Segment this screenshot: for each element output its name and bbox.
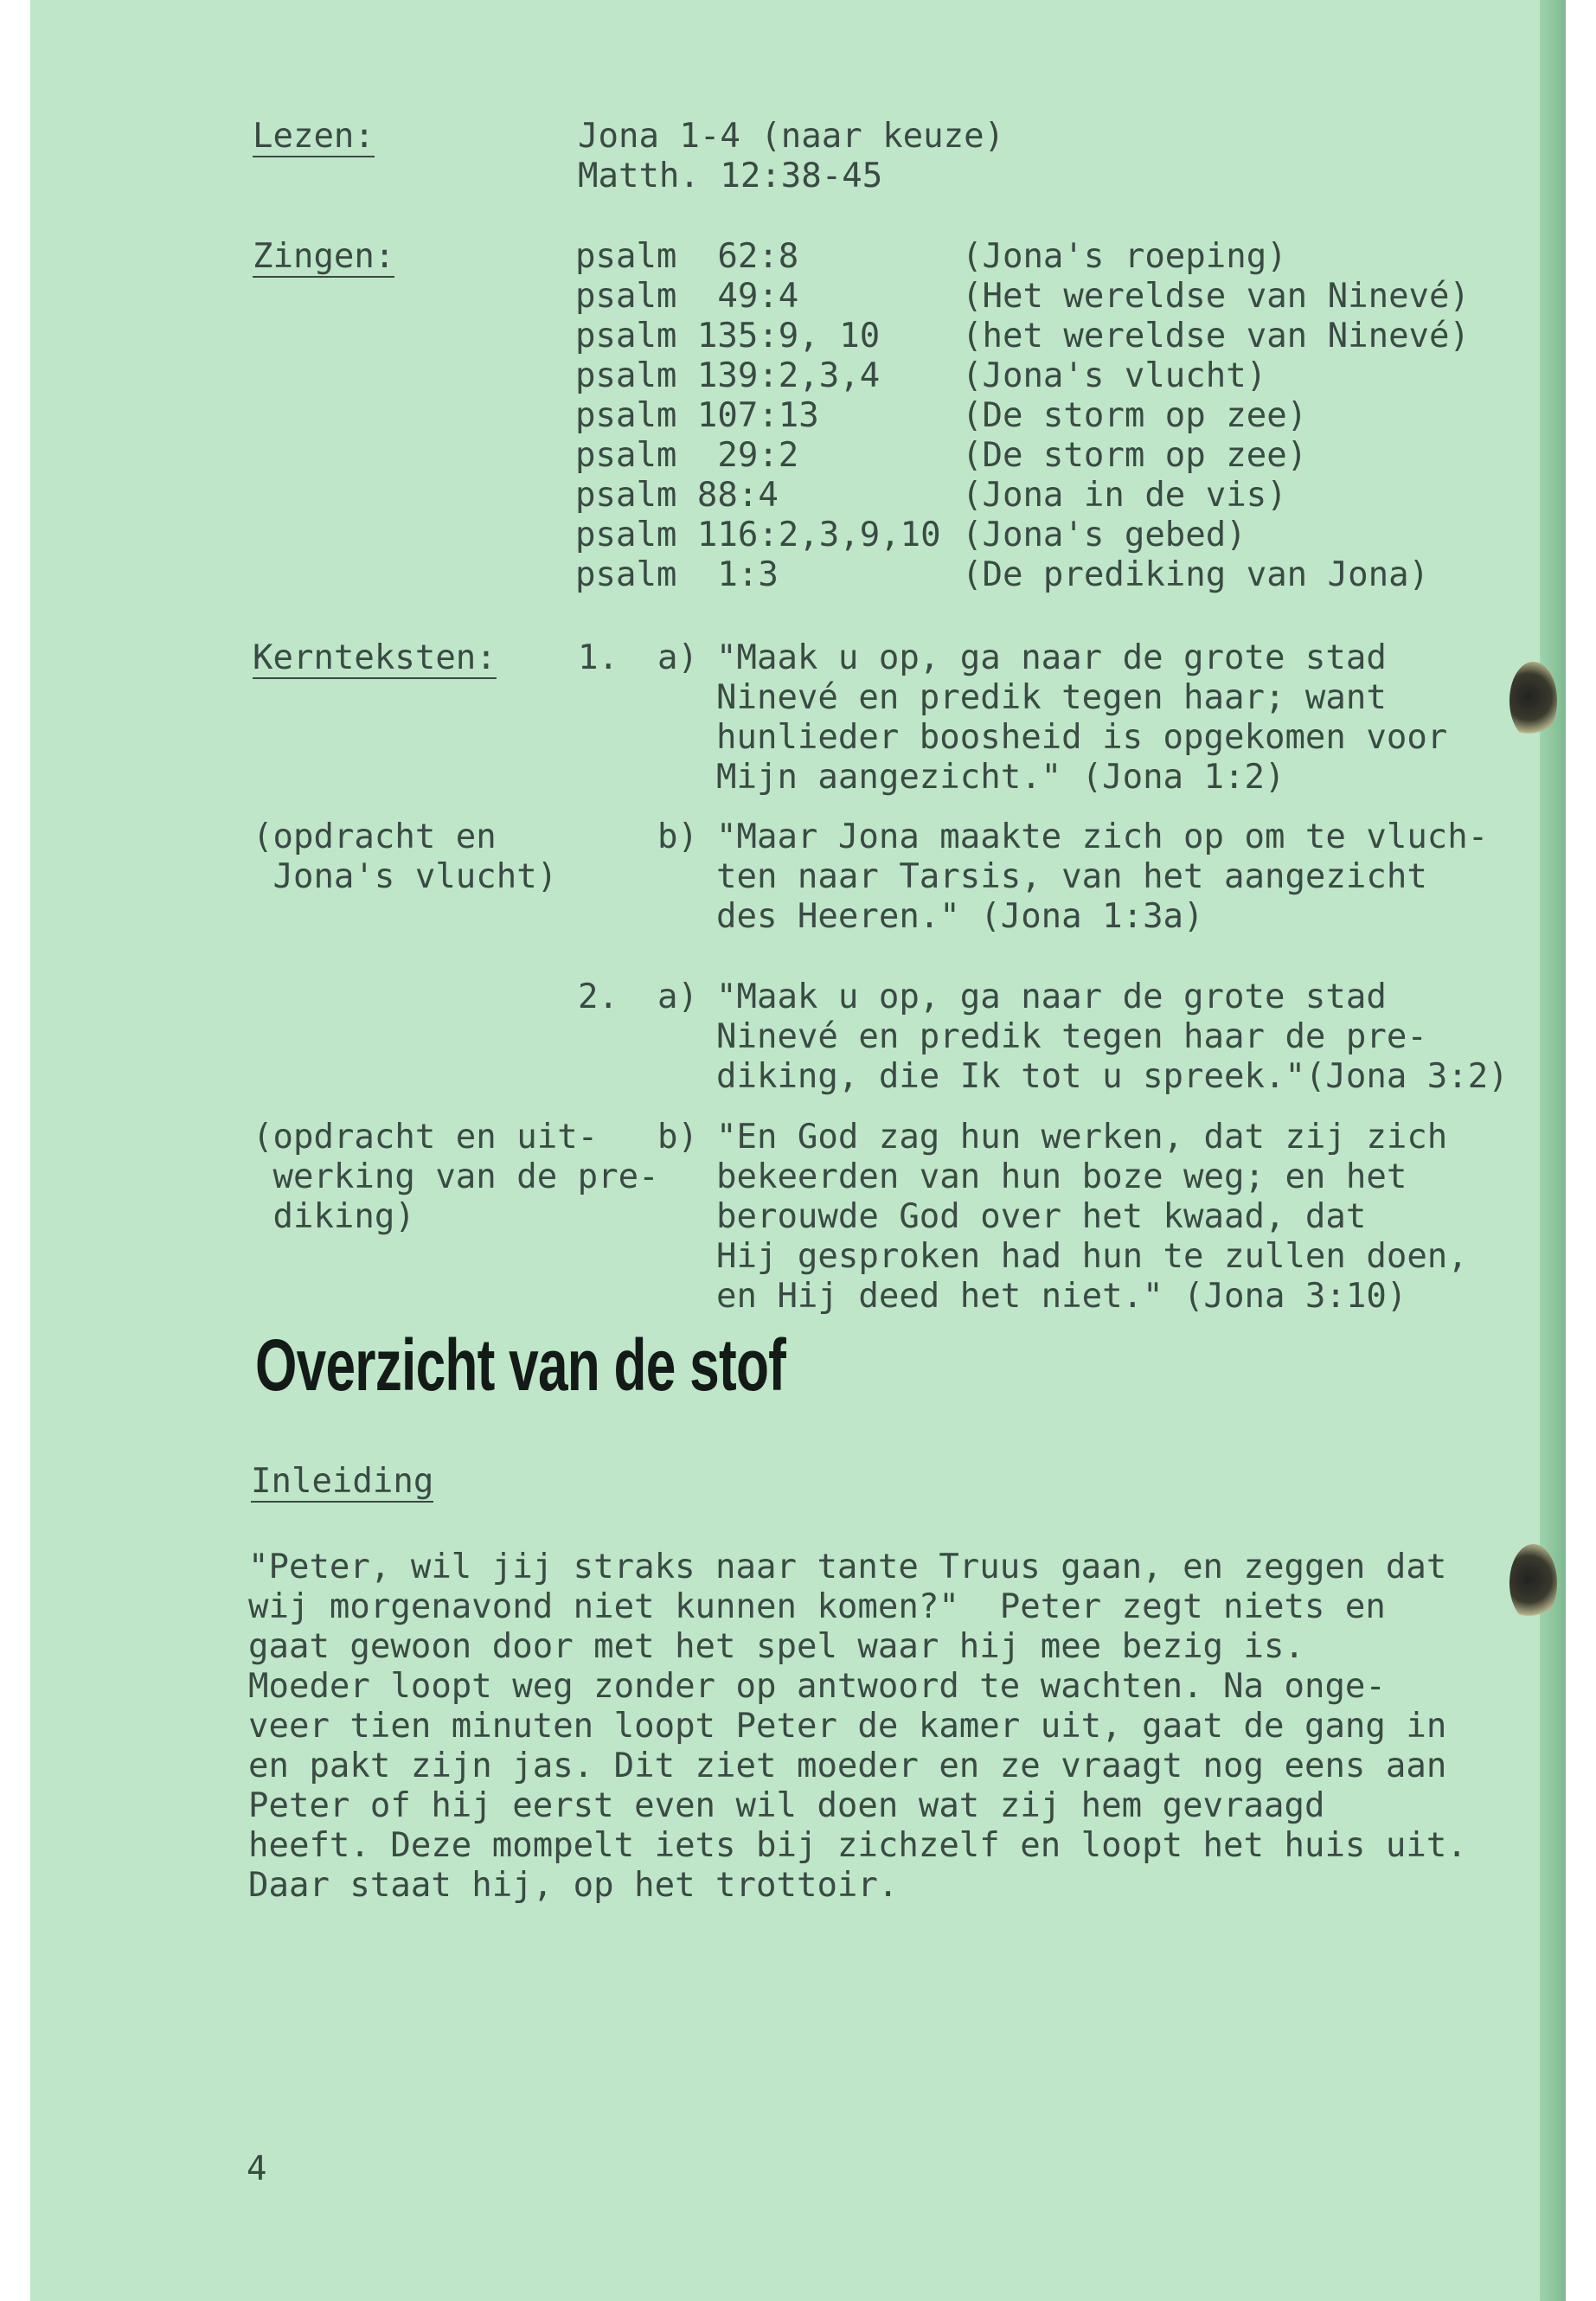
song-ref: psalm 135:9, 10	[575, 317, 881, 356]
song-ref: psalm 62:8	[575, 237, 799, 276]
song-ref: psalm 116:2,3,9,10	[575, 516, 941, 554]
quote-line: berouwde God over het kwaad, dat	[716, 1197, 1367, 1236]
paragraph-line: Peter of hij eerst even wil doen wat zij hem gevraagd	[248, 1786, 1325, 1825]
quote-line: Ninevé en predik tegen haar de pre-	[716, 1017, 1427, 1056]
side-note: diking)	[253, 1197, 415, 1236]
paragraph-line: veer tien minuten loopt Peter de kamer uit, gaat de gang in	[248, 1707, 1447, 1746]
quote-line: "Maar Jona maakte zich op om te vluch-	[716, 817, 1489, 856]
zingen-label: Zingen:	[253, 237, 395, 276]
side-note: (opdracht en uit-	[253, 1118, 599, 1157]
song-ref: psalm 29:2	[575, 436, 799, 475]
song-ref: psalm 139:2,3,4	[575, 356, 881, 395]
group-number: 2.	[578, 977, 619, 1016]
lezen-line: Matth. 12:38-45	[578, 157, 883, 195]
paragraph-line: Moeder loopt weg zonder op antwoord te wachten. Na onge-	[248, 1667, 1386, 1706]
paragraph-line: gaat gewoon door met het spel waar hij mee bezig is.	[248, 1627, 1304, 1666]
song-note: (Jona's gebed)	[962, 516, 1247, 554]
item-letter: a)	[657, 977, 698, 1016]
quote-line: "Maak u op, ga naar de grote stad	[716, 977, 1387, 1016]
kernteksten-label: Kernteksten:	[253, 638, 497, 677]
lezen-label: Lezen:	[253, 117, 375, 156]
song-note: (De storm op zee)	[962, 396, 1308, 435]
item-letter: b)	[657, 817, 698, 856]
page-number: 4	[247, 2150, 267, 2189]
side-note: werking van de pre-	[253, 1157, 659, 1196]
side-note: (opdracht en	[253, 817, 497, 856]
song-ref: psalm 49:4	[575, 277, 799, 316]
quote-line: Hij gesproken had hun te zullen doen,	[716, 1237, 1468, 1276]
side-note: Jona's vlucht)	[253, 857, 558, 896]
paragraph-line: heeft. Deze mompelt iets bij zichzelf en loopt het huis uit.	[248, 1826, 1467, 1865]
paragraph-line: "Peter, wil jij straks naar tante Truus gaan, en zeggen dat	[248, 1548, 1447, 1586]
paragraph-line: en pakt zijn jas. Dit ziet moeder en ze vraagt nog eens aan	[248, 1747, 1447, 1785]
quote-line: des Heeren." (Jona 1:3a)	[716, 897, 1204, 936]
song-note: (Jona's roeping)	[962, 237, 1287, 276]
item-letter: b)	[657, 1118, 698, 1157]
group-number: 1.	[578, 638, 619, 677]
song-ref: psalm 1:3	[575, 555, 779, 594]
song-note: (Jona's vlucht)	[962, 356, 1267, 395]
song-ref: psalm 107:13	[575, 396, 819, 435]
quote-line: "En God zag hun werken, dat zij zich	[716, 1118, 1448, 1157]
song-note: (Jona in de vis)	[962, 476, 1287, 515]
paragraph-line: wij morgenavond niet kunnen komen?" Peter zegt niets en	[248, 1587, 1386, 1626]
lezen-line: Jona 1-4 (naar keuze)	[578, 117, 1005, 156]
quote-line: hunlieder boosheid is opgekomen voor	[716, 718, 1448, 757]
paragraph-line: Daar staat hij, op het trottoir.	[248, 1866, 899, 1905]
quote-line: diking, die Ik tot u spreek."(Jona 3:2)	[716, 1057, 1509, 1096]
quote-line: "Maak u op, ga naar de grote stad	[716, 638, 1387, 677]
subheading: Inleiding	[251, 1462, 434, 1501]
quote-line: bekeerden van hun boze weg; en het	[716, 1157, 1407, 1196]
song-note: (Het wereldse van Ninevé)	[962, 277, 1470, 316]
quote-line: ten naar Tarsis, van het aangezicht	[716, 857, 1427, 896]
quote-line: Mijn aangezicht." (Jona 1:2)	[716, 758, 1285, 797]
song-note: (het wereldse van Ninevé)	[962, 317, 1470, 356]
section-heading: Overzicht van de stof	[255, 1324, 786, 1406]
item-letter: a)	[657, 638, 698, 677]
song-ref: psalm 88:4	[575, 476, 779, 515]
quote-line: en Hij deed het niet." (Jona 3:10)	[716, 1277, 1407, 1316]
song-note: (De prediking van Jona)	[962, 555, 1430, 594]
quote-line: Ninevé en predik tegen haar; want	[716, 678, 1387, 717]
song-note: (De storm op zee)	[962, 436, 1308, 475]
